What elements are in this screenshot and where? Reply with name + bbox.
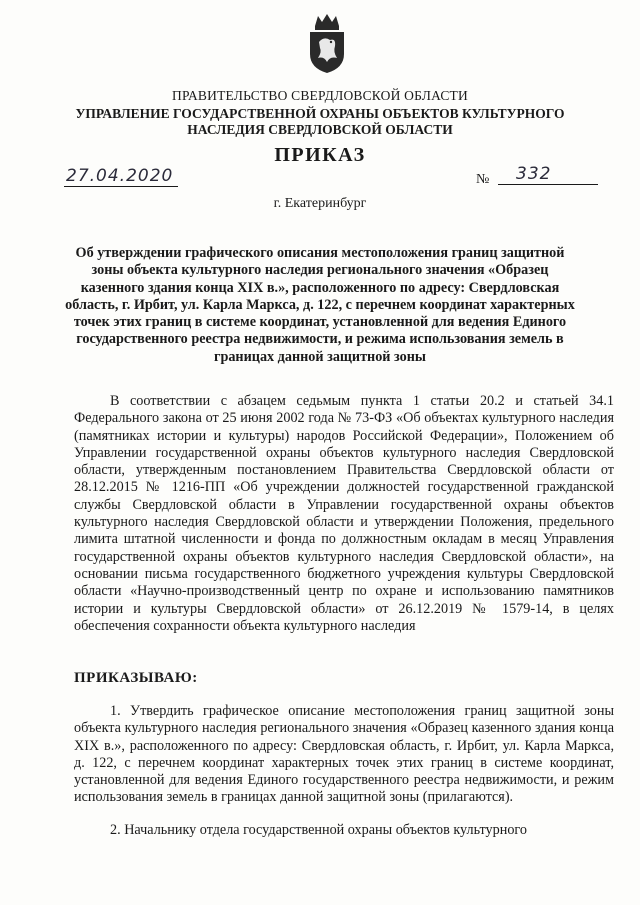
department-name: УПРАВЛЕНИЕ ГОСУДАРСТВЕННОЙ ОХРАНЫ ОБЪЕКТОВ КУЛЬТУРНОГО НАСЛЕДИЯ СВЕРДЛОВСКОЙ ОБЛАСТИ [75, 106, 565, 137]
city-line: г. Екатеринбург [273, 196, 367, 211]
order-subject: Об утверждении графического описания местоположения границ защитной зоны объекта культурного наследия регионального значения «Образец казенного здания конца XIX в.», расположенного по адресу: Свердловская область, г. Ирбит, ул. Карла Маркса, д. 122, с перечнем координат характерных точек этих границ в системе координат, установленной для ведения Единого государственного реестра недвижимости, и режима использования земель в границах данной защитной зоны [65, 245, 575, 365]
order-item-2: 2. Начальнику отдела государственной охраны объектов культурного [110, 822, 527, 838]
sverdlovsk-coat-of-arms-icon [306, 12, 348, 74]
government-name: ПРАВИТЕЛЬСТВО СВЕРДЛОВСКОЙ ОБЛАСТИ [172, 88, 468, 103]
document-type-title: ПРИКАЗ [274, 144, 366, 166]
orders-heading: ПРИКАЗЫВАЮ: [74, 670, 198, 686]
order-number-label: № [476, 172, 490, 187]
order-number: 332 [498, 164, 598, 185]
order-date: 27.04.2020 [64, 166, 178, 187]
preamble-paragraph: В соответствии с абзацем седьмым пункта 1 статьи 20.2 и статьей 34.1 Федерального закона от 25 июня 2002 года № 73-ФЗ «Об объектах культурного наследия (памятниках истории и культуры) народов Российской Федерации», Положением об Управлении государственной охраны объектов культурного наследия Свердловской области, утвержденным постановлением Правительства Свердловской области от 28.12.2015 № 1216-ПП «Об учреждении должностей государственной гражданской службы Свердловской области в Управлении государственной охраны объектов культурного наследия Свердловской области и утверждении Положения, предельного лимита штатной численности и фонда по должностным окладам в месяц Управления государственной охраны объектов культурного наследия Свердловской области», на основании письма государственного бюджетного учреждения культуры Свердловской области «Научно-производственный центр по охране и использованию памятников истории и культуры Свердловской области» от 26.12.2019 № 1579-14, в целях обеспечения сохранности объекта культурного наследия [74, 393, 614, 634]
order-item-1: 1. Утвердить графическое описание местоположения границ защитной зоны объекта культурного наследия регионального значения «Образец казенного здания конца XIX в.», расположенного по адресу: Свердловская область, г. Ирбит, ул. Карла Маркса, д. 122, с перечнем координат характерных точек этих границ в системе координат, установленной для ведения Единого государственного реестра недвижимости, и режим использования земель в границах данной защитной зоны (прилагаются). [74, 703, 614, 806]
